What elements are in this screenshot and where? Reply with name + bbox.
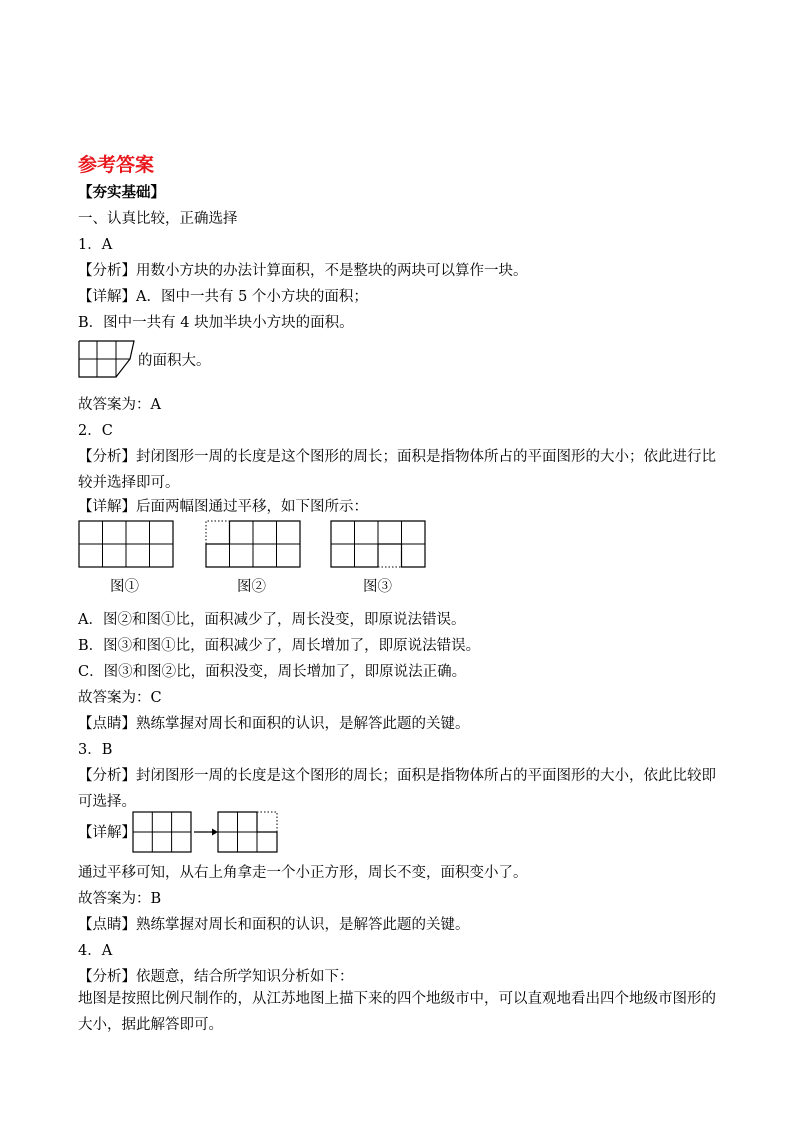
q2-option-b: B．图③和图①比，面积减少了，周长增加了，即原说法错误。 [78,638,481,654]
q1-answer: 故答案为：A [78,397,161,413]
answer-title: 参考答案 [78,154,155,176]
q1-number: 1．A [78,237,113,253]
q1-detail: 【详解】A．图中一共有 5 个小方块的面积； [78,289,368,305]
q4-number: 4．A [78,943,113,959]
q3-answer: 故答案为：B [78,891,162,907]
q2-figure-label-2: 图② [237,579,266,595]
part-heading: 一、认真比较，正确选择 [78,211,238,227]
q4-body: 地图是按照比例尺制作的，从江苏地图上描下来的四个地级市中，可以直观地看出四个地级市图形的大小，据此解答即可。 [78,991,716,1033]
q2-figure-2 [205,520,301,568]
q3-detail-label: 【详解】 [78,825,136,841]
q4-analysis: 【分析】依题意，结合所学知识分析如下： [78,969,354,985]
q2-figure-label-1: 图① [110,579,139,595]
q2-number: 2．C [78,423,113,439]
section-heading: 【夯实基础】 [78,184,165,201]
q2-detail: 【详解】后面两幅图通过平移，如下图所示： [78,499,368,515]
q1-analysis: 【分析】用数小方块的办法计算面积，不是整块的两块可以算作一块。 [78,263,528,279]
q1-shape-figure [78,340,138,378]
q3-explanation: 通过平移可知，从右上角拿走一个小正方形，周长不变，面积变小了。 [78,865,528,881]
q2-figure-3 [330,520,426,568]
q2-figure-1 [78,520,174,568]
q2-answer: 故答案为：C [78,690,162,706]
q2-figure-label-3: 图③ [363,579,392,595]
q2-option-a: A．图②和图①比，面积减少了，周长没变，即原说法错误。 [78,612,466,628]
q3-analysis: 【分析】封闭图形一周的长度是这个图形的周长；面积是指物体所占的平面图形的大小，依此比较即可选择。 [78,768,716,810]
q3-comment: 【点睛】熟练掌握对周长和面积的认识，是解答此题的关键。 [78,917,470,933]
q3-translation-figure [132,811,282,853]
q2-analysis: 【分析】封闭图形一周的长度是这个图形的周长；面积是指物体所占的平面图形的大小；依此进行比较并选择即可。 [78,449,716,491]
q3-number: 3．B [78,742,113,758]
q1-option-b: B．图中一共有 4 块加半块小方块的面积。 [78,315,354,331]
q2-comment: 【点睛】熟练掌握对周长和面积的认识，是解答此题的关键。 [78,716,470,732]
q2-option-c: C．图③和图②比，面积没变，周长增加了，即原说法正确。 [78,664,467,680]
q1-figure-caption: 的面积大。 [138,353,211,369]
